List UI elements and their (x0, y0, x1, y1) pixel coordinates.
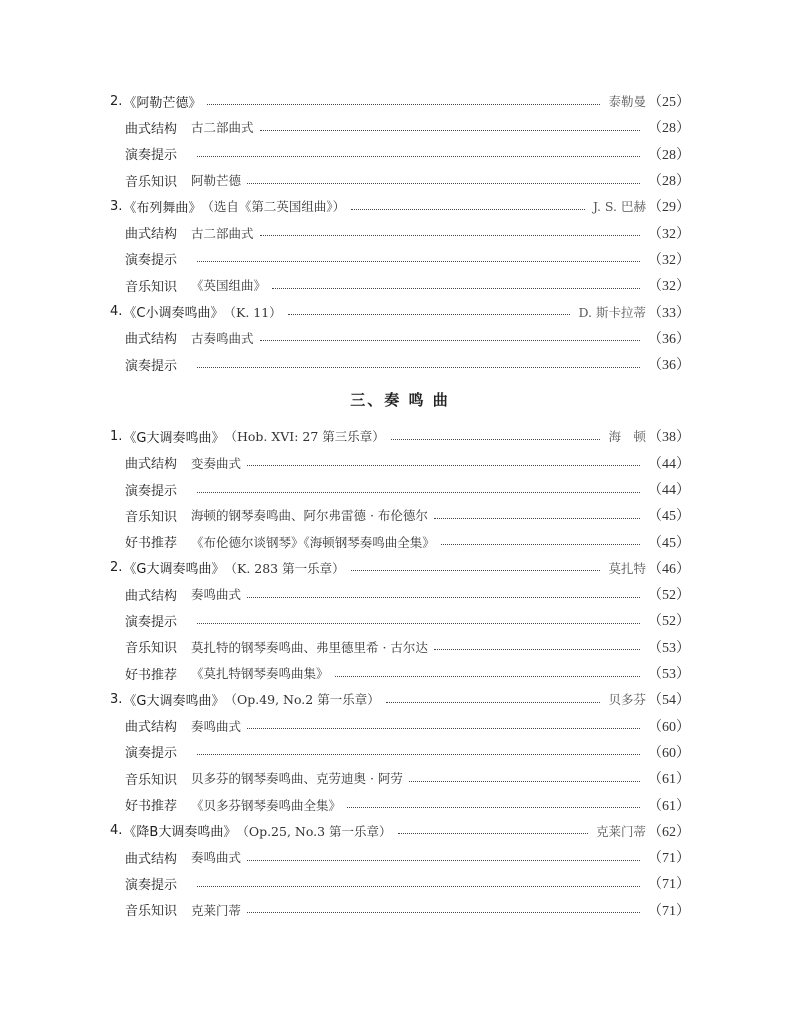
entry-composer: D. 斯卡拉蒂 (578, 304, 646, 320)
subentry-label: 音乐知识 (125, 509, 178, 525)
toc-subentry[interactable] (110, 607, 690, 633)
toc-subentry[interactable] (110, 114, 690, 140)
dot-leader (434, 518, 640, 519)
toc-subentry[interactable] (110, 502, 690, 528)
entry-detail: （Op.25, No.3 第一乐章） (236, 823, 392, 839)
subentry-label: 好书推荐 (125, 799, 178, 815)
subentry-detail: 海顿的钢琴奏鸣曲、阿尔弗雷德 · 布伦德尔 (191, 508, 428, 524)
page-number: （36） (648, 358, 690, 374)
subentry-detail: 莫扎特的钢琴奏鸣曲、弗里德里希 · 古尔达 (191, 639, 428, 655)
entry-title: 《G大调奏鸣曲》 (123, 562, 225, 578)
dot-leader (260, 235, 640, 236)
page-number: （45） (648, 535, 690, 551)
page-number: （45） (648, 509, 690, 525)
entry-detail: （选自《第二英国组曲》） (201, 199, 346, 215)
subentry-label: 好书推荐 (125, 536, 178, 552)
subentry-label: 音乐知识 (125, 641, 178, 657)
subentry-detail: 古二部曲式 (191, 225, 254, 241)
subentry-label: 曲式结构 (125, 332, 178, 348)
dot-leader (197, 156, 640, 157)
dot-leader (351, 570, 601, 571)
toc-subentry[interactable] (110, 765, 690, 791)
subentry-detail: 古二部曲式 (191, 120, 254, 136)
toc-entry[interactable] (110, 298, 690, 324)
subentry-label: 曲式结构 (125, 720, 178, 736)
dot-leader (197, 261, 640, 262)
entry-composer: 莫扎特 (608, 560, 646, 576)
toc-subentry[interactable] (110, 660, 690, 686)
dot-leader (398, 833, 588, 834)
toc-subentry[interactable] (110, 325, 690, 351)
toc-subentry[interactable] (110, 739, 690, 765)
dot-leader (441, 544, 640, 545)
subentry-detail: 《英国组曲》 (191, 278, 267, 294)
page-number: （61） (648, 798, 690, 814)
subentry-label: 音乐知识 (125, 772, 178, 788)
subentry-detail: 《莫扎特钢琴奏鸣曲集》 (191, 666, 329, 682)
dot-leader (434, 649, 640, 650)
toc-subentry[interactable] (110, 219, 690, 245)
toc-subentry[interactable] (110, 581, 690, 607)
dot-leader (351, 209, 585, 210)
entry-title: 《布列舞曲》 (123, 200, 202, 216)
page-number: （61） (648, 772, 690, 788)
entry-title: 《降B大调奏鸣曲》 (123, 825, 237, 841)
page-number: （71） (648, 903, 690, 919)
page-number: （60） (648, 745, 690, 761)
toc-entry[interactable] (110, 555, 690, 581)
dot-leader (207, 104, 600, 105)
dot-leader (247, 597, 640, 598)
toc-entry[interactable] (110, 818, 690, 844)
toc-entry[interactable] (110, 193, 690, 219)
entry-number: 2. (110, 93, 123, 109)
entry-title: 《阿勒芒德》 (123, 95, 202, 111)
toc-subentry[interactable] (110, 634, 690, 660)
dot-leader (260, 130, 640, 131)
toc-subentry[interactable] (110, 897, 690, 923)
page-number: （28） (648, 174, 690, 190)
toc-subentry[interactable] (110, 141, 690, 167)
subentry-label: 演奏提示 (125, 746, 178, 762)
subentry-detail: 奏鸣曲式 (191, 850, 242, 866)
entry-composer: 泰勒曼 (608, 94, 646, 110)
entry-composer: 海 顿 (608, 429, 646, 445)
page-number: （36） (648, 331, 690, 347)
dot-leader (197, 623, 640, 624)
toc-subentry[interactable] (110, 351, 690, 377)
entry-composer: 贝多芬 (608, 692, 646, 708)
subentry-label: 曲式结构 (125, 227, 178, 243)
dot-leader (247, 912, 640, 913)
entry-detail: （Op.49, No.2 第一乐章） (224, 692, 380, 708)
entry-title: 《G大调奏鸣曲》 (123, 693, 225, 709)
page-number: （52） (648, 614, 690, 630)
subentry-label: 曲式结构 (125, 851, 178, 867)
page-number: （33） (648, 305, 690, 321)
subentry-detail: 阿勒芒德 (191, 173, 242, 189)
subentry-label: 音乐知识 (125, 279, 178, 295)
toc-subentry[interactable] (110, 844, 690, 870)
dot-leader (335, 676, 640, 677)
subentry-label: 曲式结构 (125, 121, 178, 137)
toc-subentry[interactable] (110, 528, 690, 554)
page-number: （53） (648, 640, 690, 656)
page-number: （44） (648, 456, 690, 472)
page-number: （25） (648, 95, 690, 111)
subentry-label: 音乐知识 (125, 174, 178, 190)
entry-title: 《C小调奏鸣曲》 (123, 306, 224, 322)
entry-number: 4. (110, 304, 123, 320)
page-number: （71） (648, 877, 690, 893)
toc-subentry[interactable] (110, 450, 690, 476)
dot-leader (197, 754, 640, 755)
dot-leader (247, 465, 640, 466)
subentry-detail: 古奏鸣曲式 (191, 330, 254, 346)
dot-leader (386, 702, 601, 703)
dot-leader (272, 288, 640, 289)
page-number: （52） (648, 588, 690, 604)
section-heading: 三、奏 鸣 曲 (350, 391, 450, 410)
page-number: （54） (648, 693, 690, 709)
dot-leader (197, 367, 640, 368)
subentry-detail: 变奏曲式 (191, 455, 242, 471)
toc-subentry[interactable] (110, 476, 690, 502)
subentry-label: 音乐知识 (125, 904, 178, 920)
entry-detail: （K. 11） (223, 304, 282, 320)
entry-composer: J. S. 巴赫 (592, 199, 646, 215)
page-number: （53） (648, 667, 690, 683)
toc-subentry[interactable] (110, 167, 690, 193)
entry-detail: （K. 283 第一乐章） (224, 560, 345, 576)
page-number: （44） (648, 483, 690, 498)
page-number: （29） (648, 200, 690, 216)
subentry-detail: 《贝多芬钢琴奏鸣曲全集》 (191, 797, 342, 813)
entry-number: 3. (110, 198, 123, 214)
entry-number: 3. (110, 691, 123, 707)
entry-number: 2. (110, 560, 123, 576)
dot-leader (197, 492, 640, 493)
toc-subentry[interactable] (110, 791, 690, 817)
toc-entry[interactable] (110, 88, 690, 114)
toc-entry[interactable] (110, 423, 690, 449)
subentry-label: 曲式结构 (125, 588, 178, 604)
table-of-contents (110, 88, 690, 923)
subentry-label: 曲式结构 (125, 457, 178, 473)
subentry-label: 演奏提示 (125, 614, 178, 630)
subentry-label: 演奏提示 (125, 877, 178, 893)
entry-number: 1. (110, 428, 123, 444)
subentry-label: 演奏提示 (125, 358, 178, 374)
entry-detail: （Hob. XVI: 27 第三乐章） (224, 429, 385, 445)
dot-leader (247, 183, 640, 184)
dot-leader (197, 886, 640, 887)
dot-leader (260, 340, 640, 341)
subentry-detail: 贝多芬的钢琴奏鸣曲、克劳迪奥 · 阿劳 (191, 771, 403, 787)
toc-subentry[interactable] (110, 713, 690, 739)
page-number: （28） (648, 147, 690, 163)
dot-leader (347, 807, 640, 808)
subentry-label: 演奏提示 (125, 253, 178, 269)
page-number: （28） (648, 121, 690, 137)
toc-subentry[interactable] (110, 272, 690, 298)
subentry-detail: 奏鸣曲式 (191, 587, 242, 603)
toc-subentry[interactable] (110, 246, 690, 272)
subentry-label: 演奏提示 (125, 148, 178, 164)
subentry-detail: 克莱门蒂 (191, 902, 242, 918)
subentry-label: 演奏提示 (125, 483, 178, 499)
subentry-detail: 《布伦德尔谈钢琴》《海顿钢琴奏鸣曲全集》 (191, 534, 435, 550)
page-number: （32） (648, 226, 690, 242)
toc-entry[interactable] (110, 686, 690, 712)
entry-composer: 克莱门蒂 (595, 823, 646, 839)
toc-subentry[interactable] (110, 870, 690, 896)
subentry-label: 好书推荐 (125, 667, 178, 683)
subentry-detail: 奏鸣曲式 (191, 718, 242, 734)
page-number: （32） (648, 279, 690, 295)
page-number: （62） (648, 824, 690, 840)
dot-leader (409, 781, 640, 782)
page-number: （60） (648, 719, 690, 735)
dot-leader (247, 860, 640, 861)
page-number: （71） (648, 851, 690, 867)
page-number: （38） (648, 430, 690, 446)
dot-leader (247, 728, 640, 729)
page-number: （46） (648, 561, 690, 577)
entry-number: 4. (110, 823, 123, 839)
dot-leader (391, 439, 601, 440)
dot-leader (288, 314, 571, 315)
entry-title: 《G大调奏鸣曲》 (123, 430, 225, 446)
page-number: （32） (648, 252, 690, 268)
